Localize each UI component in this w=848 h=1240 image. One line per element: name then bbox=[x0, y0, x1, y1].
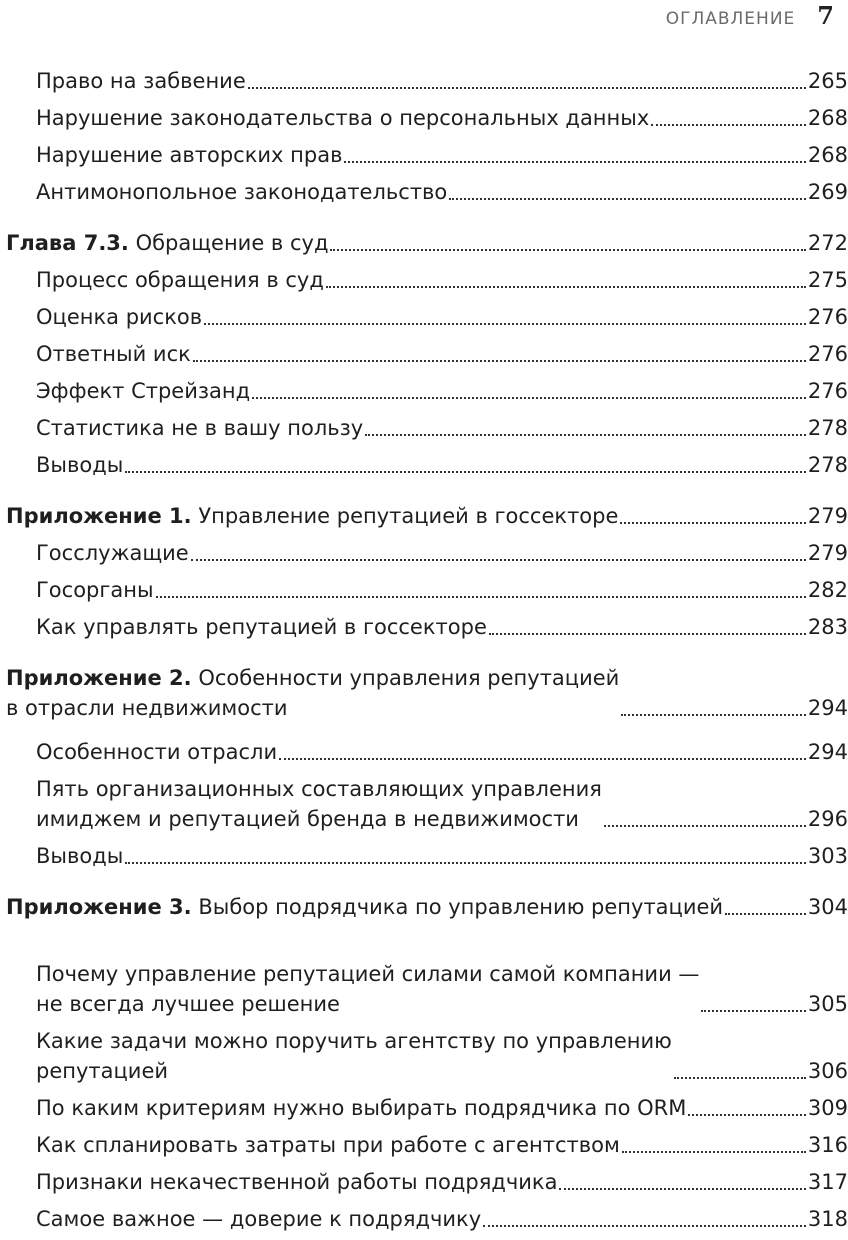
toc-entry-title: Процесс обращения в суд bbox=[36, 268, 324, 292]
toc-dot-leader bbox=[559, 1188, 805, 1190]
toc-subentry bbox=[0, 774, 848, 834]
toc-page-number: 282 bbox=[807, 578, 848, 602]
toc-entry-text bbox=[36, 538, 189, 568]
toc-entry-text bbox=[36, 1026, 672, 1086]
toc-entry-title: Как управлять репутацией в госсекторе bbox=[36, 615, 487, 639]
toc-entry-title: не всегда лучшее решение bbox=[36, 992, 340, 1016]
toc-page-number: 278 bbox=[807, 453, 848, 477]
toc-dot-leader bbox=[193, 360, 806, 362]
toc-dot-leader bbox=[621, 714, 806, 716]
toc-page-number: 309 bbox=[807, 1096, 848, 1120]
toc-entry-text bbox=[36, 66, 246, 96]
toc-page-number: 276 bbox=[807, 305, 848, 329]
toc-entry-text bbox=[36, 103, 649, 133]
toc-entry-text bbox=[36, 450, 123, 480]
toc-page-number: 316 bbox=[807, 1133, 848, 1157]
toc-entry-title: Выводы bbox=[36, 453, 124, 477]
toc-entry-title: Госорганы bbox=[36, 578, 154, 602]
toc-entry-first-line: Пять организационных составляющих управления bbox=[36, 777, 602, 801]
toc-entry-text bbox=[36, 774, 602, 834]
toc-entry-first-line: Почему управление репутацией силами самой компании — bbox=[36, 962, 700, 986]
toc-subentry bbox=[0, 376, 848, 406]
toc-subentry bbox=[0, 103, 848, 133]
toc-page-number: 296 bbox=[807, 807, 848, 831]
toc-subentry bbox=[0, 575, 848, 605]
toc-entry-title: Ответный иск bbox=[36, 342, 191, 366]
toc-entry-title: Право на забвение bbox=[36, 69, 246, 93]
toc-entry-first-line: Особенности управления репутацией bbox=[198, 666, 620, 690]
toc-entry-title: По каким критериям нужно выбирать подрядчика по ORM bbox=[36, 1096, 687, 1120]
toc-dot-leader bbox=[344, 161, 805, 163]
toc-subentry bbox=[0, 1093, 848, 1123]
toc-dot-leader bbox=[688, 1114, 806, 1116]
toc-entry-text bbox=[36, 841, 123, 871]
toc-dot-leader bbox=[279, 758, 806, 760]
toc-entry-text bbox=[36, 265, 324, 295]
toc-entry-title: Нарушение законодательства о персональных данных bbox=[36, 106, 650, 130]
toc-dot-leader bbox=[252, 397, 806, 399]
toc-subentry bbox=[0, 66, 848, 96]
toc-dot-leader bbox=[622, 1151, 806, 1153]
toc-dot-leader bbox=[204, 323, 806, 325]
toc-page-number: 305 bbox=[807, 992, 848, 1016]
toc-entry-text bbox=[36, 376, 250, 406]
toc-page-number: 279 bbox=[807, 541, 848, 565]
running-header-title: ОГЛАВЛЕНИЕ bbox=[665, 9, 796, 29]
toc-page-number: 269 bbox=[807, 180, 848, 204]
toc-entry-title: Особенности отрасли bbox=[36, 740, 278, 764]
toc-subentry bbox=[0, 1130, 848, 1160]
toc-dot-leader bbox=[651, 124, 806, 126]
toc-page-number: 265 bbox=[807, 69, 848, 93]
toc-entry-title: Эффект Стрейзанд bbox=[36, 379, 251, 403]
toc-entry-title: Управление репутацией в госсекторе bbox=[198, 504, 619, 528]
toc-entry-text bbox=[36, 612, 487, 642]
toc-entry-title: в отрасли недвижимости bbox=[6, 696, 288, 720]
toc-page-number: 304 bbox=[807, 895, 848, 919]
toc-chapter-entry bbox=[0, 501, 848, 531]
toc-entry-title: имиджем и репутацией бренда в недвижимости bbox=[36, 807, 579, 831]
toc-dot-leader bbox=[701, 1010, 805, 1012]
toc-entry-title: Выводы bbox=[36, 844, 124, 868]
toc-dot-leader bbox=[620, 522, 806, 524]
toc-subentry bbox=[0, 1026, 848, 1086]
toc-subentry bbox=[0, 612, 848, 642]
toc-page-number: 272 bbox=[807, 231, 848, 255]
toc-entry-prefix: Глава 7.3. bbox=[6, 231, 129, 255]
toc-subentry bbox=[0, 450, 848, 480]
toc-dot-leader bbox=[725, 913, 806, 915]
toc-subentry bbox=[0, 339, 848, 369]
toc-entry-text bbox=[36, 302, 202, 332]
toc-entry-prefix: Приложение 1. bbox=[6, 504, 192, 528]
toc-page-number: 303 bbox=[807, 844, 848, 868]
toc-entry-first-line: Какие задачи можно поручить агентству по управлению bbox=[36, 1029, 672, 1053]
toc-dot-leader bbox=[604, 825, 806, 827]
toc-page-number: 276 bbox=[807, 379, 848, 403]
toc-entry-text bbox=[6, 228, 328, 258]
toc-entry-text bbox=[36, 177, 447, 207]
toc-entry-text bbox=[36, 413, 363, 443]
toc-subentry bbox=[0, 265, 848, 295]
toc-dot-leader bbox=[365, 434, 806, 436]
toc-page-number: 294 bbox=[807, 696, 848, 720]
toc-dot-leader bbox=[449, 198, 806, 200]
toc-page-number: 268 bbox=[807, 106, 848, 130]
toc-entry-text bbox=[36, 575, 154, 605]
running-header bbox=[666, 0, 834, 32]
toc-page-number: 275 bbox=[807, 268, 848, 292]
toc-entry-title: Антимонопольное законодательство bbox=[36, 180, 448, 204]
toc-entry-title: Обращение в суд bbox=[135, 231, 329, 255]
toc-entry-text bbox=[6, 501, 618, 531]
toc-entry-title: Нарушение авторских прав bbox=[36, 143, 343, 167]
toc-dot-leader bbox=[674, 1077, 806, 1079]
page-number: 7 bbox=[817, 1, 834, 30]
toc-entry-title: репутацией bbox=[36, 1059, 169, 1083]
toc-entry-title: Выбор подрядчика по управлению репутацией bbox=[198, 895, 724, 919]
toc-dot-leader bbox=[125, 862, 806, 864]
toc-subentry bbox=[0, 1204, 848, 1234]
toc-subentry bbox=[0, 1167, 848, 1197]
toc-entry-text bbox=[6, 892, 723, 922]
toc-dot-leader bbox=[483, 1225, 806, 1227]
toc-page-number: 306 bbox=[807, 1059, 848, 1083]
toc-entry-prefix: Приложение 2. bbox=[6, 666, 192, 690]
toc-dot-leader bbox=[489, 633, 806, 635]
toc-dot-leader bbox=[330, 249, 805, 251]
toc-subentry bbox=[0, 737, 848, 767]
toc-page-number: 318 bbox=[807, 1207, 848, 1231]
toc-entry-text bbox=[36, 1093, 686, 1123]
toc-chapter-entry bbox=[0, 892, 848, 922]
toc-page-number: 317 bbox=[807, 1170, 848, 1194]
toc-entry-title: Самое важное — доверие к подрядчику bbox=[36, 1207, 482, 1231]
toc-dot-leader bbox=[248, 87, 806, 89]
toc-entry-text bbox=[36, 1130, 620, 1160]
toc-page-number: 294 bbox=[807, 740, 848, 764]
toc-entry-prefix: Приложение 3. bbox=[6, 895, 192, 919]
toc-page-number: 279 bbox=[807, 504, 848, 528]
toc-dot-leader bbox=[125, 471, 806, 473]
toc-page-number: 283 bbox=[807, 615, 848, 639]
toc-entry-title: Признаки некачественной работы подрядчика bbox=[36, 1170, 558, 1194]
toc-subentry bbox=[0, 302, 848, 332]
toc-entry-text bbox=[6, 663, 619, 723]
toc-subentry bbox=[0, 959, 848, 1019]
toc-entry-text bbox=[36, 140, 342, 170]
toc-dot-leader bbox=[156, 596, 806, 598]
toc-entry-text bbox=[36, 1167, 557, 1197]
toc-entry-title: Оценка рисков bbox=[36, 305, 203, 329]
toc-entry-text bbox=[36, 959, 699, 1019]
toc-entry-text bbox=[36, 339, 191, 369]
toc-subentry bbox=[0, 841, 848, 871]
toc-entry-text bbox=[36, 737, 277, 767]
toc-entry-title: Госслужащие bbox=[36, 541, 189, 565]
toc-entry-text bbox=[36, 1204, 481, 1234]
toc-subentry bbox=[0, 177, 848, 207]
toc-entry-first-line-wrap bbox=[6, 663, 619, 693]
toc-subentry bbox=[0, 413, 848, 443]
toc-chapter-entry bbox=[0, 663, 848, 723]
toc-page-number: 278 bbox=[807, 416, 848, 440]
toc-chapter-entry bbox=[0, 228, 848, 258]
toc-page-number: 268 bbox=[807, 143, 848, 167]
toc-dot-leader bbox=[326, 286, 806, 288]
toc-page-number: 276 bbox=[807, 342, 848, 366]
toc-entry-title: Статистика не в вашу пользу bbox=[36, 416, 364, 440]
toc-subentry bbox=[0, 538, 848, 568]
toc-entry-title: Как спланировать затраты при работе с агентством bbox=[36, 1133, 620, 1157]
toc-subentry bbox=[0, 140, 848, 170]
toc-dot-leader bbox=[191, 559, 806, 561]
